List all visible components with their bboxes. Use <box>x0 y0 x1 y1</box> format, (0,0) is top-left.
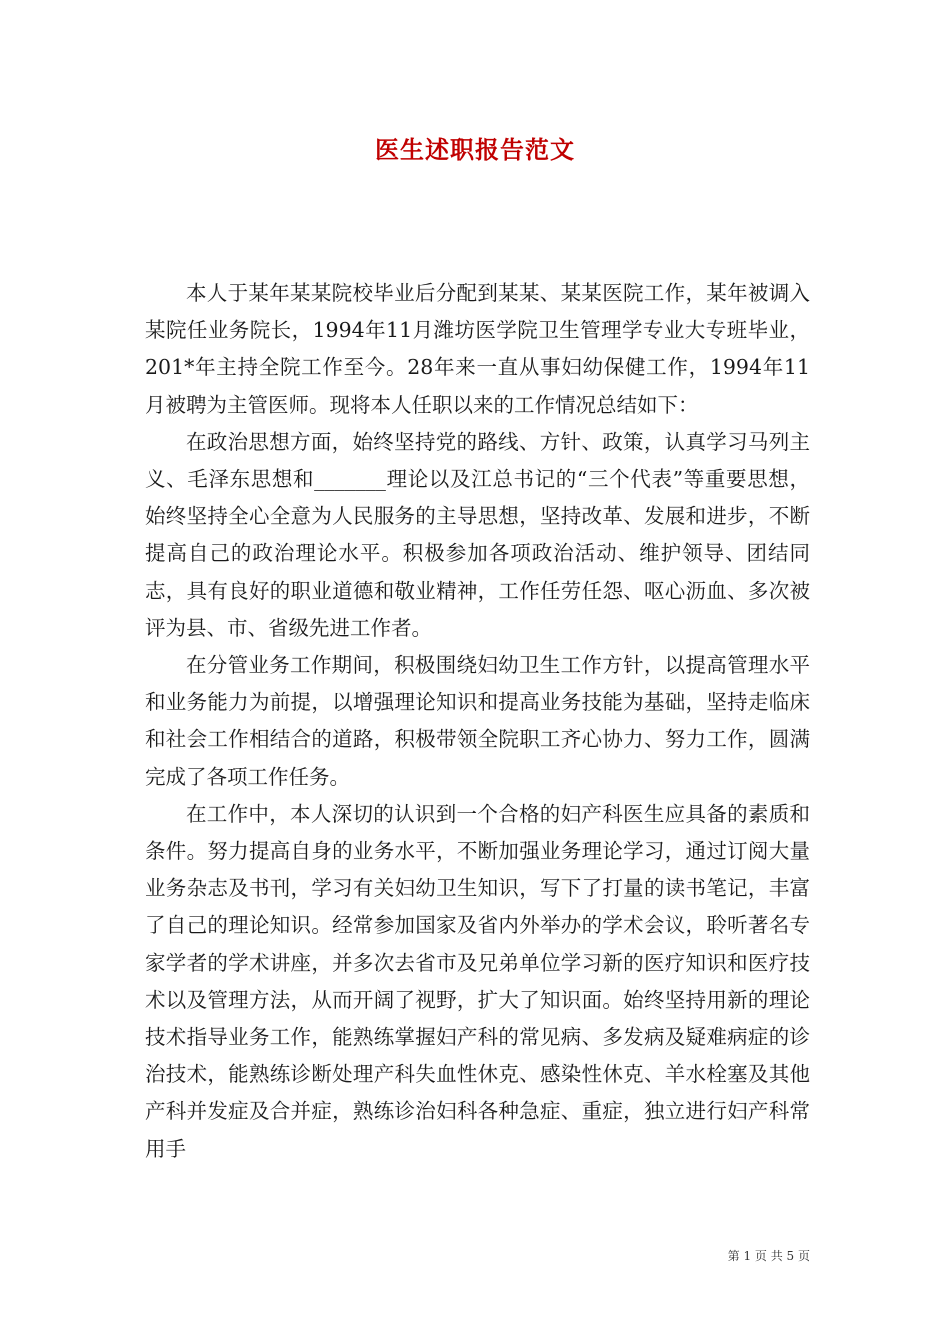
paragraph-political: 在政治思想方面，始终坚持党的路线、方针、政策，认真学习马列主义、毛泽东思想和_______理论以及江总书记的“三个代表”等重要思想，始终坚持全心全意为人民服务的主导思想，坚持改革、发展和进步，不断提高自己的政治理论水平。积极参加各项政治活动、维护领导、团结同志，具有良好的职业道德和敬业精神，工作任劳任怨、呕心沥血、多次被评为县、市、省级先进工作者。 <box>145 429 810 640</box>
document-title: 医生述职报告范文 <box>375 135 575 164</box>
paragraph-management: 在分管业务工作期间，积极围绕妇幼卫生工作方针，以提高管理水平和业务能力为前提，以增强理论知识和提高业务技能为基础，坚持走临床和社会工作相结合的道路，积极带领全院职工齐心协力、努力工作，圆满完成了各项工作任务。 <box>145 653 810 789</box>
page-number: 第 1 页 共 5 页 <box>727 1249 810 1263</box>
paragraph-intro: 本人于某年某某院校毕业后分配到某某、某某医院工作，某年被调入某院任业务院长，1994年11月潍坊医学院卫生管理学专业大专班毕业，201*年主持全院工作至今。28年来一直从事妇幼保健工作，1994年11月被聘为主管医师。现将本人任职以来的工作情况总结如下： <box>145 281 810 417</box>
document-body <box>145 275 810 1168</box>
paragraph-professional: 在工作中，本人深切的认识到一个合格的妇产科医生应具备的素质和条件。努力提高自身的业务水平，不断加强业务理论学习，通过订阅大量业务杂志及书刊，学习有关妇幼卫生知识，写下了打量的读书笔记，丰富了自己的理论知识。经常参加国家及省内外举办的学术会议，聆听著名专家学者的学术讲座，并多次去省市及兄弟单位学习新的医疗知识和医疗技术以及管理方法，从而开阔了视野，扩大了知识面。始终坚持用新的理论技术指导业务工作，能熟练掌握妇产科的常见病、多发病及疑难病症的诊治技术，能熟练诊断处理产科失血性休克、感染性休克、羊水栓塞及其他产科并发症及合并症，熟练诊治妇科各种急症、重症，独立进行妇产科常用手 <box>145 801 810 1161</box>
